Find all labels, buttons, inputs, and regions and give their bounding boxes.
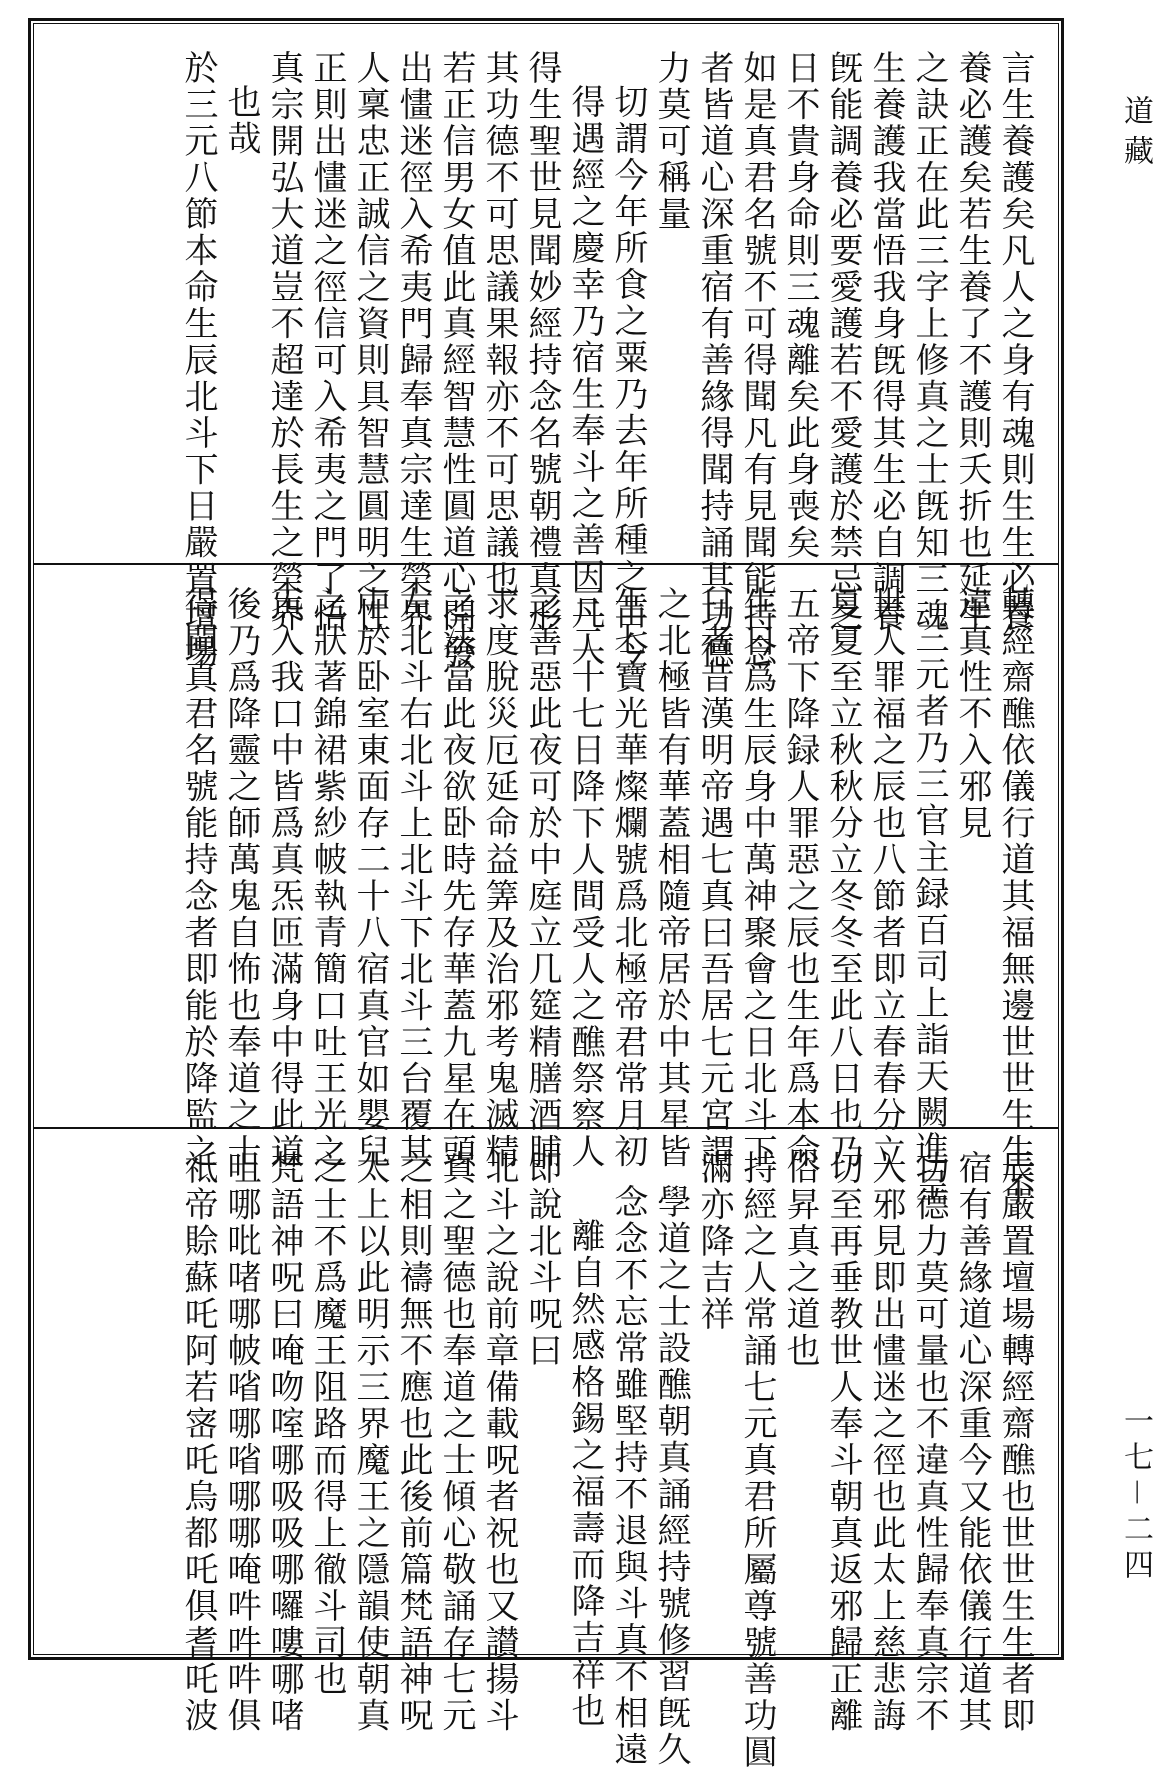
text-column: 夏夏至立秋秋分立冬冬至此八日也乃: [823, 586, 863, 1170]
text-column: 之善惡此夜可於中庭立几筵精膳酒脯: [522, 586, 562, 1170]
text-column: 滿亦降吉祥: [694, 1150, 734, 1333]
text-column: 三元者乃三官主録百司上詣天闕進呈: [909, 620, 949, 1204]
text-column: 也哉: [221, 84, 261, 157]
collection-label: 道藏: [1118, 95, 1153, 175]
text-column: 生養護我當悟我身旣得其生必自調養: [866, 50, 906, 634]
text-column: 中於卧室東面存二十八宿真官如嬰兒: [350, 586, 390, 1170]
text-column: 持經之人常誦七元真君所屬尊號善功圓: [737, 1150, 777, 1771]
text-column: 咀哪吡啫哪帔㗂哪㗂哪哪唵吽吽吽俱: [221, 1150, 261, 1734]
text-register-middle: [58, 586, 1036, 1207]
text-column: 出㦎迷徑入希夷門歸奉真宗達生榮界: [393, 50, 433, 634]
page-number: 一七－二四: [1118, 1405, 1153, 1585]
text-column: 得生聖世見聞妙經持念名號朝禮真形: [522, 50, 562, 634]
text-column: 之相則禱無不應也此後前篇梵語神呪: [393, 1150, 433, 1734]
text-column: 太上以此明示三界魔王之隱韻使朝真: [350, 1150, 390, 1734]
text-column: 入邪見即出㦎迷之徑也此太上慈悲誨: [866, 1150, 906, 1734]
text-column: 真宗開弘大道豈不超達於長生之榮界: [264, 50, 304, 634]
text-column: 之訣正在此三字上修真之士旣知三魂: [909, 50, 949, 634]
text-column: 辰嚴置壇場轉經齋醮也世世生生者即: [995, 1150, 1035, 1734]
text-column: 力莫可稱量: [651, 50, 691, 233]
text-column: 旣能調養必要愛護若不愛護於禁忌之: [823, 50, 863, 634]
text-column: 切謂今年所食之粟乃去年所種之苗今: [608, 84, 648, 668]
text-column: 之士不爲魔王阻路而得上徹斗司也: [307, 1150, 347, 1698]
text-column: 祗帝賒蘇吒阿若宻吒烏都吒俱耆吒波: [178, 1150, 218, 1734]
text-column: 後乃爲降靈之師萬鬼自怖也奉道之士: [221, 586, 261, 1170]
text-column: 日不貴身命則三魂離矣此身喪矣: [780, 50, 820, 561]
text-column: 養必護矣若生養了不護則夭折也延生: [952, 50, 992, 634]
text-column: 切至再垂教世人奉斗朝真返邪歸正離: [823, 1150, 863, 1734]
text-column: 五帝下降録人罪惡之辰也生年爲本命: [780, 586, 820, 1170]
text-column: 日者昔漢明帝遇七真曰吾居七元宮謂: [694, 586, 734, 1170]
text-column: 轉經齋醮依儀行道其福無邊世世生生不: [995, 586, 1035, 1207]
text-column: 左北斗右北斗上北斗下北斗三台覆其: [393, 586, 433, 1170]
text-column: 宿有善緣道心深重今又能依儀行道其: [952, 1150, 992, 1734]
text-column: 之狀著錦裙紫紗帔執青簡口吐王光之: [307, 586, 347, 1170]
text-column: 三二十七日降下人間受人之醮祭察人: [565, 586, 605, 1170]
text-column: 違真性不入邪見: [952, 586, 992, 842]
text-column: 梵語神呪曰唵吻㗌哪吸吸哪囉嘍哪啫: [264, 1150, 304, 1734]
text-column: 即說北斗呪曰: [522, 1150, 562, 1369]
text-column: 言生養護矣凡人之身有魂則生生必養: [995, 50, 1035, 634]
text-column: 念念不忘常雖堅持不退與斗真不相遠: [608, 1184, 648, 1768]
text-column: 正則出㦎迷之徑信可入希夷之門了悟: [307, 50, 347, 634]
text-column: 俗昇真之道也: [780, 1150, 820, 1369]
text-column: 學道之士設醮朝真誦經持號修習旣久: [651, 1184, 691, 1768]
text-column: 北斗之說前章備載呪者祝也又讃揚斗: [479, 1150, 519, 1734]
text-column: 之法當此夜欲卧時先存華蓋九星在頭: [436, 586, 476, 1170]
text-column: 若正信男女值此真經智慧性圓道心開發: [436, 50, 476, 671]
text-column: 求度脫災厄延命益筭及治邪考鬼滅精: [479, 586, 519, 1170]
text-column: 如是真君名號不可得聞凡有見聞能持念: [737, 50, 777, 671]
text-register-bottom: [58, 1150, 1036, 1771]
text-column: 得遇經之慶幸乃宿生奉斗之善因凡人: [565, 84, 605, 668]
text-column: 功德力莫可量也不違真性歸奉真宗不: [909, 1150, 949, 1734]
text-column: 真之聖德也奉道之士傾心敬誦存七元: [436, 1150, 476, 1734]
text-column: 世人罪福之辰也八節者即立春春分立: [866, 586, 906, 1170]
text-column: 炁入我口中皆爲真炁匝滿身中得此道: [264, 586, 304, 1170]
text-column: 者皆道心深重宿有善緣得聞持誦其功德: [694, 50, 734, 671]
text-column: 生七寶光華燦爛號爲北極帝君常月初: [608, 586, 648, 1170]
text-column: 人稟忠正誠信之資則具智慧圓明之性: [350, 50, 390, 634]
text-register-top: [58, 50, 1036, 671]
text-column: 之北極皆有華蓋相隨帝居於中其星皆: [651, 586, 691, 1170]
text-column: 其功德不可思議果報亦不可思議也: [479, 50, 519, 598]
text-column: 得聞真君名號能持念者即能於降監之: [178, 586, 218, 1170]
text-column: 生日爲生辰身中萬神聚會之日北斗下: [737, 586, 777, 1170]
text-column: 於三元八節本命生辰北斗下日嚴置壇場: [178, 50, 218, 671]
text-column: 離自然感格錫之福壽而降吉祥也: [565, 1218, 605, 1729]
